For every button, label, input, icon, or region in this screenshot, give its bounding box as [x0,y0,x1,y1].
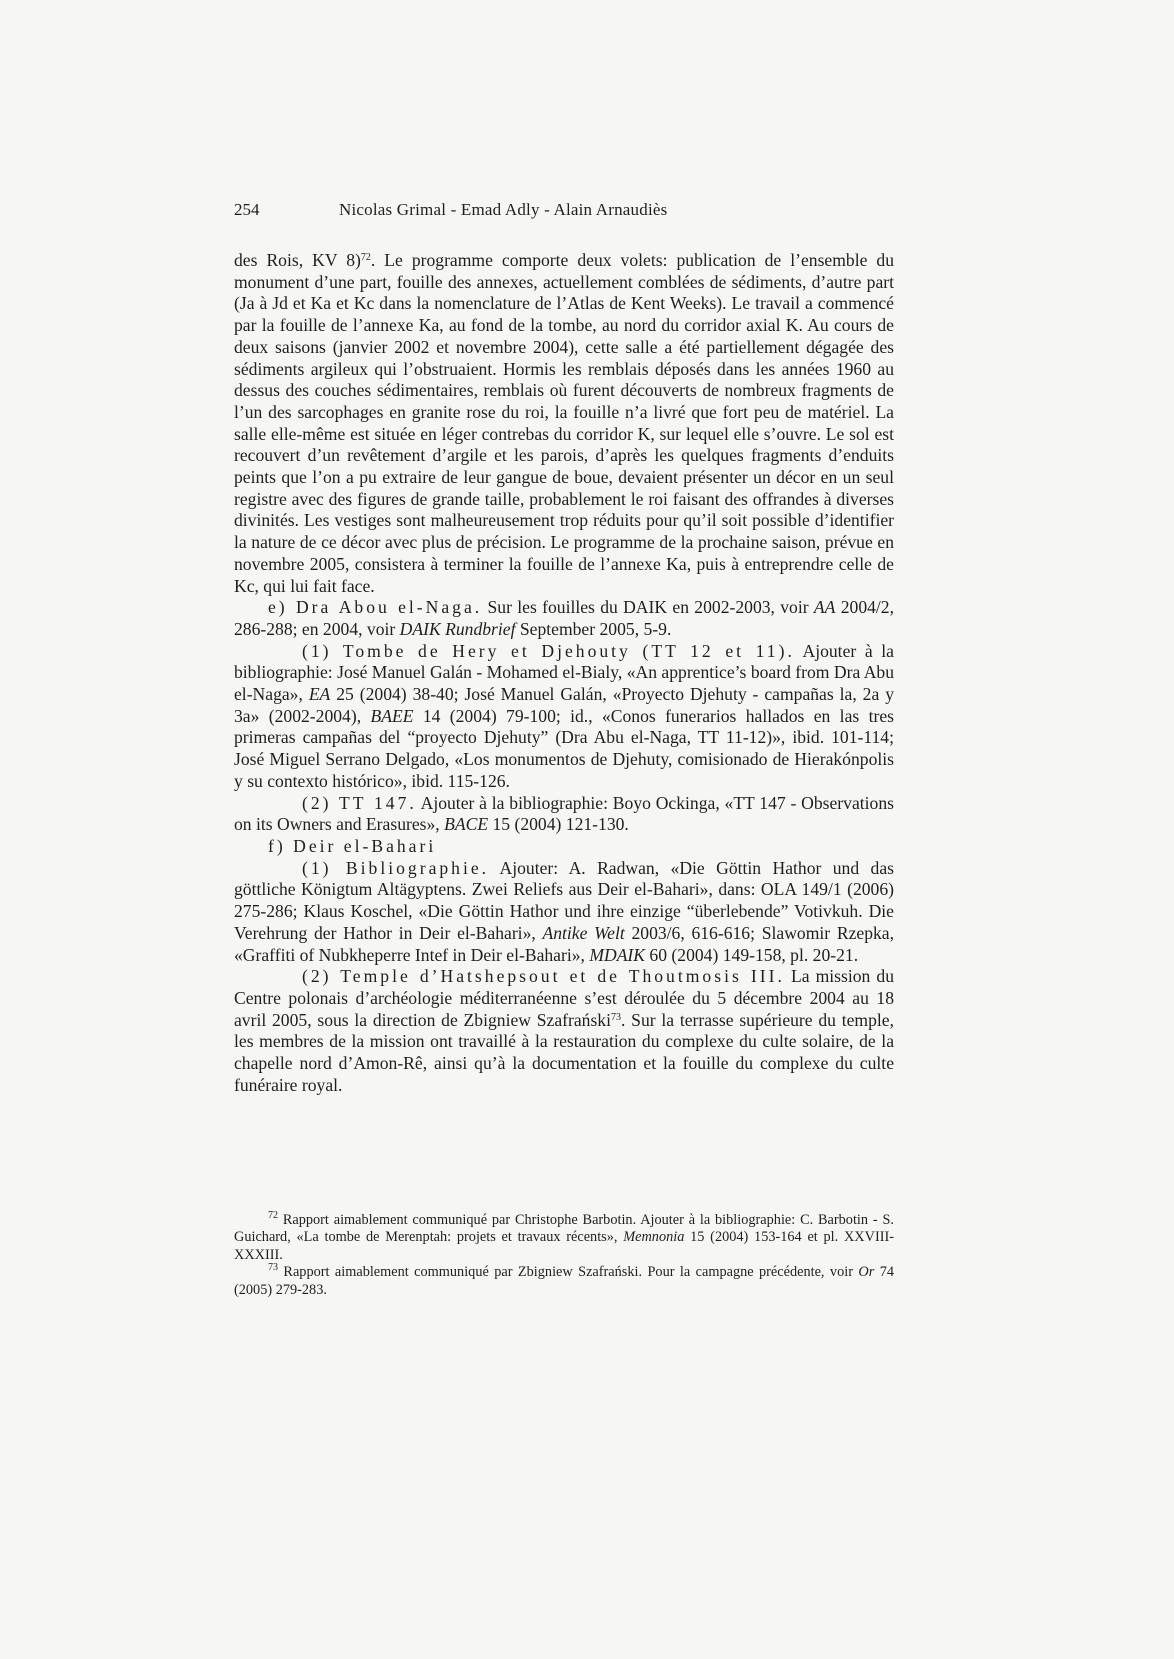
footnote-mark: 72 [268,1210,278,1221]
subsection-heading: (1) Bibliographie. [302,857,490,878]
section-e-dra-abou-el-naga: e) Dra Abou el-Naga. Sur les fouilles du DAIK en 2002-2003, voir AA 2004/2, 286-288; en 2004, voir DAIK Rundbrief September 2005, 5-9. [234,597,895,639]
footnotes [234,1212,894,1299]
footnote-ref-72[interactable]: 72 [360,252,371,263]
page-number: 254 [234,200,260,219]
footnote-ref-73[interactable]: 73 [611,1011,621,1023]
subsection-tombe-hery-djehouty: (1) Tombe de Hery et Djehouty (TT 12 et 11). Ajouter à la bibliographie: José Manuel Galán - Mohamed el-Bialy, «An apprentice’s board from Dra Abu el-Naga», EA 25 (2004) 38-40; José Manuel Galán, «Proyecto Djehuty - campañas la, 2a y 3a» (2002-2004), BAEE 14 (2004) 79-100; id., «Conos funerarios hallados en las tres primeras campañas del “proyecto Djehuty” (Dra Abu el-Naga, TT 11-12)», ibid. 101-114; José Miguel Serrano Delgado, «Los monumentos de Djehuty, comisionado de Hierakónpolis y su contexto histórico», ibid. 115-126. [234,640,894,791]
footnote-73: $^{73}$ Rapport aimablement communiqué par Zbigniew Szafrański. Pour la campagne précédente, voir Or 74 (2005) 279-283. [234,1262,895,1298]
section-heading: e) Dra Abou el-Naga. [268,597,483,618]
footnote-72: $^{72}$ Rapport aimablement communiqué par Christophe Barbotin. Ajouter à la bibliographie: C. Barbotin - S. Guichard, «La tombe de Merenptah: projets et travaux récents», Memnonia 15 (2004) 153-164 et pl. XXVIII-XXXIII. [234,1210,894,1263]
subsection-temple-hatshepsout: (2) Temple d’Hatshepsout et de Thoutmosis III. La mission du Centre polonais d’archéologie méditerranéenne s’est déroulée du 5 décembre 2004 au 18 avril 2005, sous la direction de Zbigniew Szafrański$^{73}$. Sur la terrasse supérieure du temple, les membres de la mission ont travaillé à la restauration du complexe du culte solaire, de la chapelle nord d’Amon-Rê, ainsi qu’à la documentation et la fouille du complexe du culte funéraire royal. [234,966,895,1095]
body-text [234,250,894,1096]
subsection-bibliographie: (1) Bibliographie. Ajouter: A. Radwan, «Die Göttin Hathor und das göttliche Königtum Altägyptens. Zwei Reliefs aus Deir el-Bahari», dans: OLA 149/1 (2006) 275-286; Klaus Koschel, «Die Göttin Hathor und ihre einzige “überlebende” Votivkuh. Die Verehrung der Hathor in Deir el-Bahari», Antike Welt 2003/6, 616-616; Slawomir Rzepka, «Graffiti of Nubkheperre Intef in Deir el-Bahari», MDAIK 60 (2004) 149-158, pl. 20-21. [234,857,894,965]
subsection-heading: (1) Tombe de Hery et Djehouty (TT 12 et 11). [302,640,795,661]
subsection-heading: (2) TT 147. [302,792,417,813]
footnote-mark: 73 [268,1262,278,1274]
running-head-authors: Nicolas Grimal - Emad Adly - Alain Arnaudiès [339,200,668,219]
section-f-deir-el-bahari [234,836,894,858]
subsection-heading: (2) Temple d’Hatshepsout et de Thoutmosis III. [302,966,785,987]
running-head [234,200,894,220]
paragraph-kv8: des Rois, KV 8)$^{72}$. Le programme comporte deux volets: publication de l’ensemble du monument d’une part, fouille des annexes, actuellement comblées de sédiments, d’autre part (Ja à Jd et Ka et Kc dans la nomenclature de l’Atlas de Kent Weeks). Le travail a commencé par la fouille de l’annexe Ka, au fond de la tombe, au nord du corridor axial K. Au cours de deux saisons (janvier 2002 et novembre 2004), cette salle a été partiellement dégagée des sédiments argileux qui l’obstruaient. Hormis les remblais déposés dans les années 1960 au dessus des couches sédimentaires, remblais où furent découverts de nombreux fragments de l’un des sarcophages en granite rose du roi, la fouille n’a livré que fort peu de matériel. La salle elle-même est située en léger contrebas du corridor K, sur lequel elle s’ouvre. Le sol est recouvert d’un revêtement d’argile et les parois, d’après les quelques fragments d’enduits peints que l’on a pu extraire de leur gangue de boue, devaient présenter un décor en un seul registre avec des figures de grande taille, probablement le roi faisant des offrandes à diverses divinités. Les vestiges sont malheureusement trop réduits pour qu’il soit possible d’identifier la nature de ce décor avec plus de précision. Le programme de la prochaine saison, prévue en novembre 2005, consistera à terminer la fouille de l’annexe Ka, puis à entreprendre celle de Kc, qui lui fait face. [234,250,895,596]
subsection-tt147: (2) TT 147. Ajouter à la bibliographie: Boyo Ockinga, «TT 147 - Observations on its Owners and Erasures», BACE 15 (2004) 121-130. [234,792,894,835]
section-heading: f) Deir el-Bahari [268,835,437,856]
